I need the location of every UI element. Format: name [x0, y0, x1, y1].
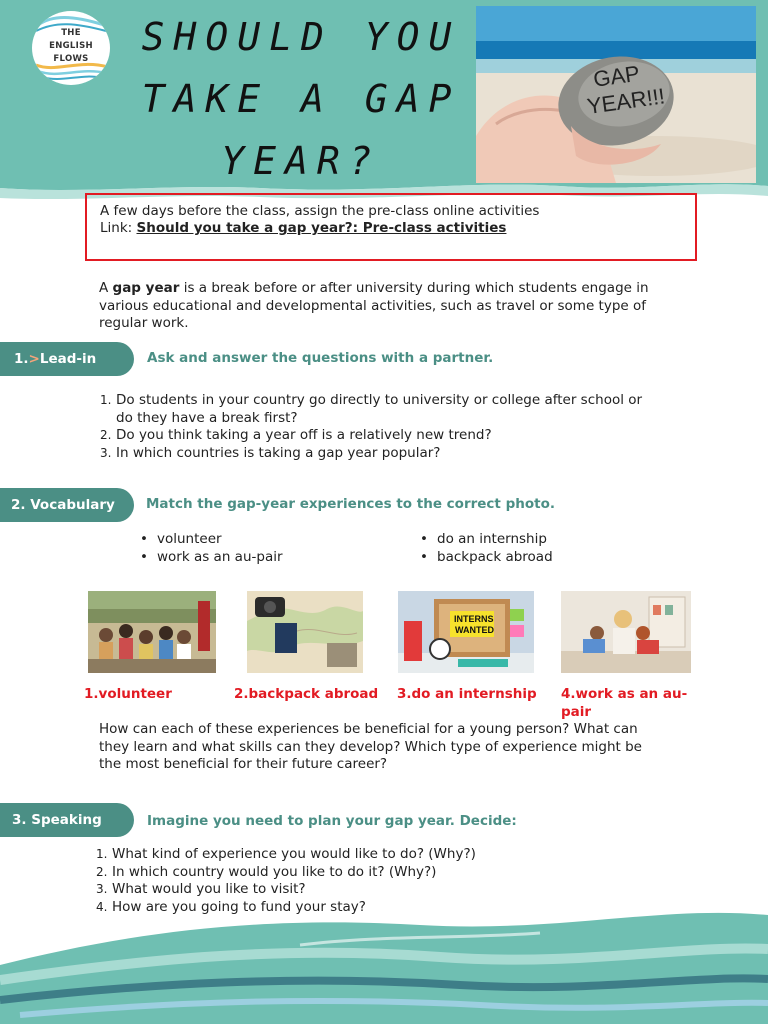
section-label-lead-in: [0, 342, 134, 376]
vocab-list-right: [418, 531, 553, 566]
vocabulary-instruction: Match the gap-year experiences to the correct photo.: [146, 496, 555, 512]
item-number: 2.: [100, 428, 112, 442]
note-line: A few days before the class, assign the pre-class online activities: [100, 203, 540, 219]
item-text: What would you like to visit?: [112, 881, 306, 897]
list-item: [100, 445, 660, 463]
backpack-abroad-photo: [247, 591, 363, 673]
teacher-note-box: [85, 193, 697, 261]
item-text: Do students in your country go directly to university or college after school or do they have a break first?: [116, 392, 643, 426]
list-item: [96, 881, 656, 899]
discussion-paragraph: How can each of these experiences be beneficial for a young person? What can they learn and what skills can they develop? Which type of experience might be the most beneficial for their future career?: [99, 721, 642, 772]
section-label-vocabulary: 2. Vocabulary: [0, 488, 134, 522]
item-text: What kind of experience you would like to do? (Why?): [112, 846, 476, 862]
caption-volunteer: 1.volunteer: [84, 686, 172, 702]
list-item: [100, 392, 660, 427]
item-number: 4.: [96, 899, 108, 914]
internship-photo: [398, 591, 534, 673]
list-item: [418, 531, 553, 549]
lead-in-instruction: Ask and answer the questions with a partner.: [147, 350, 494, 366]
item-number: 3.: [96, 882, 108, 896]
intro-rest: is a break before or after university during which students engage in various educational and developmental activities, such as travel or some type of regular work.: [99, 280, 649, 331]
bullet-icon: •: [140, 531, 148, 547]
item-number: 3.: [100, 445, 112, 460]
intro-paragraph: [99, 280, 659, 333]
interns-wanted-text: INTERNS WANTED: [454, 614, 494, 635]
item-text: How are you going to fund your stay?: [112, 898, 366, 915]
footer-waves: [0, 905, 768, 1024]
logo: [32, 11, 110, 85]
lead-in-questions: [100, 392, 660, 462]
list-item: [138, 531, 283, 549]
item-number: 2.: [96, 864, 108, 879]
list-item: [100, 427, 660, 445]
chevron-right-icon: >: [28, 351, 40, 367]
bullet-icon: •: [140, 548, 148, 565]
volunteer-photo: [88, 591, 216, 673]
item-text: work as an au-pair: [157, 548, 283, 565]
item-text: backpack abroad: [437, 548, 553, 565]
au-pair-photo: [561, 591, 691, 673]
caption-au-pair: 4.work as an au-pair: [561, 686, 688, 720]
speaking-instruction: Imagine you need to plan your gap year. Decide:: [147, 813, 517, 829]
section-number: 1.: [14, 351, 29, 367]
bullet-icon: •: [420, 531, 428, 547]
item-text: In which countries is taking a gap year popular?: [116, 444, 441, 461]
section-title: Lead-in: [39, 351, 97, 367]
item-number: 1.: [96, 847, 108, 861]
caption-internship: 3.do an internship: [397, 686, 537, 702]
item-number: 1.: [100, 393, 112, 407]
item-text: In which country would you like to do it? (Why?): [112, 863, 437, 880]
page-title: SHOULD YOU TAKE A GAP YEAR?: [141, 15, 461, 183]
list-item: [418, 549, 553, 567]
pre-class-activities-link[interactable]: Should you take a gap year?: Pre-class activities: [136, 220, 507, 236]
list-item: [96, 846, 656, 864]
intro-term: gap year: [112, 280, 180, 296]
list-item: [138, 549, 283, 567]
item-text: volunteer: [157, 531, 222, 547]
caption-backpack-abroad: 2.backpack abroad: [234, 686, 379, 702]
section-label-speaking: 3. Speaking: [0, 803, 134, 837]
link-prefix: Link:: [100, 220, 137, 236]
item-text: do an internship: [437, 531, 547, 547]
list-item: [96, 864, 656, 882]
gap-year-stone-photo: [476, 6, 756, 183]
note-link-line: [100, 220, 695, 237]
logo-text: THE ENGLISH FLOWS: [49, 28, 93, 64]
item-text: Do you think taking a year off is a relatively new trend?: [116, 427, 492, 443]
vocab-list-left: [138, 531, 283, 566]
intro-pre: A: [99, 280, 113, 296]
stone-text: GAP YEAR!!!: [585, 60, 667, 119]
bullet-icon: •: [420, 548, 428, 565]
